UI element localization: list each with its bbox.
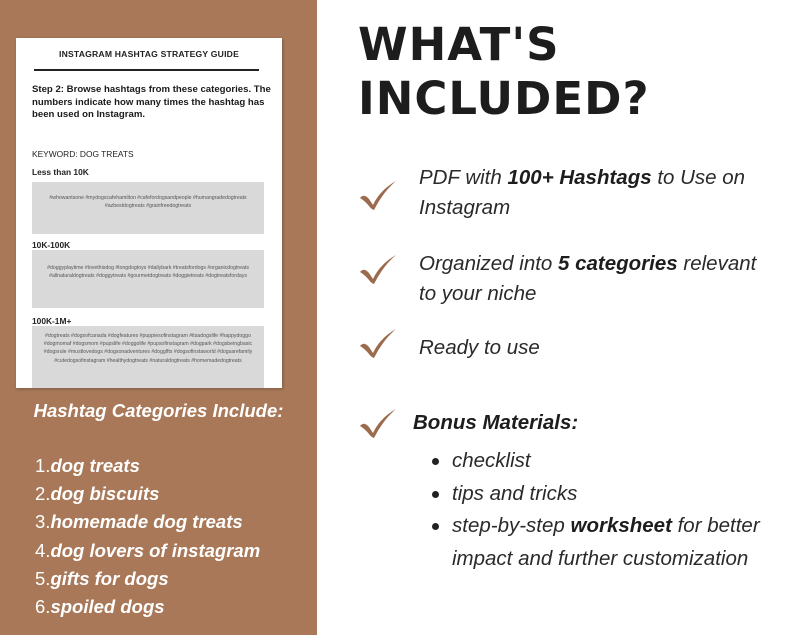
section-label: Less than 10K [32,167,89,177]
bullet-icon [432,458,439,465]
left-panel [0,0,317,635]
bullet-icon [432,523,439,530]
categories-title: Hashtag Categories Include: [33,400,284,421]
section-label: 10K-100K [32,240,71,250]
feature-item: Organized into 5 categories relevant to your niche [419,252,757,305]
bonus-list [430,445,780,575]
feature-item: PDF with 100+ Hashtags to Use on Instagram [419,166,746,219]
bonus-item: tips and tricks [430,478,780,511]
checkmark-icon [358,178,398,212]
section-label: 100K-1M+ [32,316,72,326]
bonus-item: checklist [430,445,780,478]
guide-preview [16,38,282,388]
headline-line-1: WHAT'S [358,18,560,71]
title-divider [34,69,259,71]
checkmark-icon [358,406,398,440]
category-item: 4.dog lovers of instagram [35,539,261,561]
category-item: 6.spoiled dogs [35,595,165,617]
bonus-title: Bonus Materials: [413,411,579,434]
keyword-label: KEYWORD: DOG TREATS [32,149,134,159]
headline-line-2: INCLUDED? [358,72,650,125]
hashtag-box: #doggyplaytime #lovethisdog #longdogtoys #dailybark #treatsfordogs #organicdogtreats #allnaturaldogtreats #doggytreats #gourmetdogtreats #doggietreats #dogtreatsfordays [32,250,264,308]
category-item: 5.gifts for dogs [35,567,169,589]
step-instructions: Step 2: Browse hashtags from these categories. The numbers indicate how many times the hashtag has been used on Instagram. [32,84,271,120]
headline [358,18,778,126]
categories-list [35,452,260,621]
category-item: 3.homemade dog treats [35,511,243,533]
hashtag-box: #dogtreats #dogsofcanada #dogfeatures #puppiesofinstagram #itsadogslife #happydoggo #dogmomaf #dogsmom #pupslife #doggolife #pupsofinstagram #dogpark #dogsbeingbasic #dogsrule #mustlovedogs #dogsonadventures #dogglfts #dogsofinstaworld #dogsarefamily #cutedogsofinstagram #healthydogtreats #naturaldogtreats #homemadedogtreats [32,326,264,388]
category-item: 1.dog treats [35,455,140,476]
checkmark-icon [358,252,398,286]
feature-item: Ready to use [419,336,540,359]
guide-title: INSTAGRAM HASHTAG STRATEGY GUIDE [58,49,240,59]
bullet-icon [432,491,439,498]
bonus-item: step-by-step worksheet for better impact and further customization [430,510,780,575]
checkmark-icon [358,326,398,360]
category-item: 2.dog biscuits [35,483,160,505]
hashtag-box: #whowantsone #mydogscafehamilton #cafefordogsandpeople #humangradedogtreats #azbestdogtreats #grainfreedogtreats [32,182,264,234]
